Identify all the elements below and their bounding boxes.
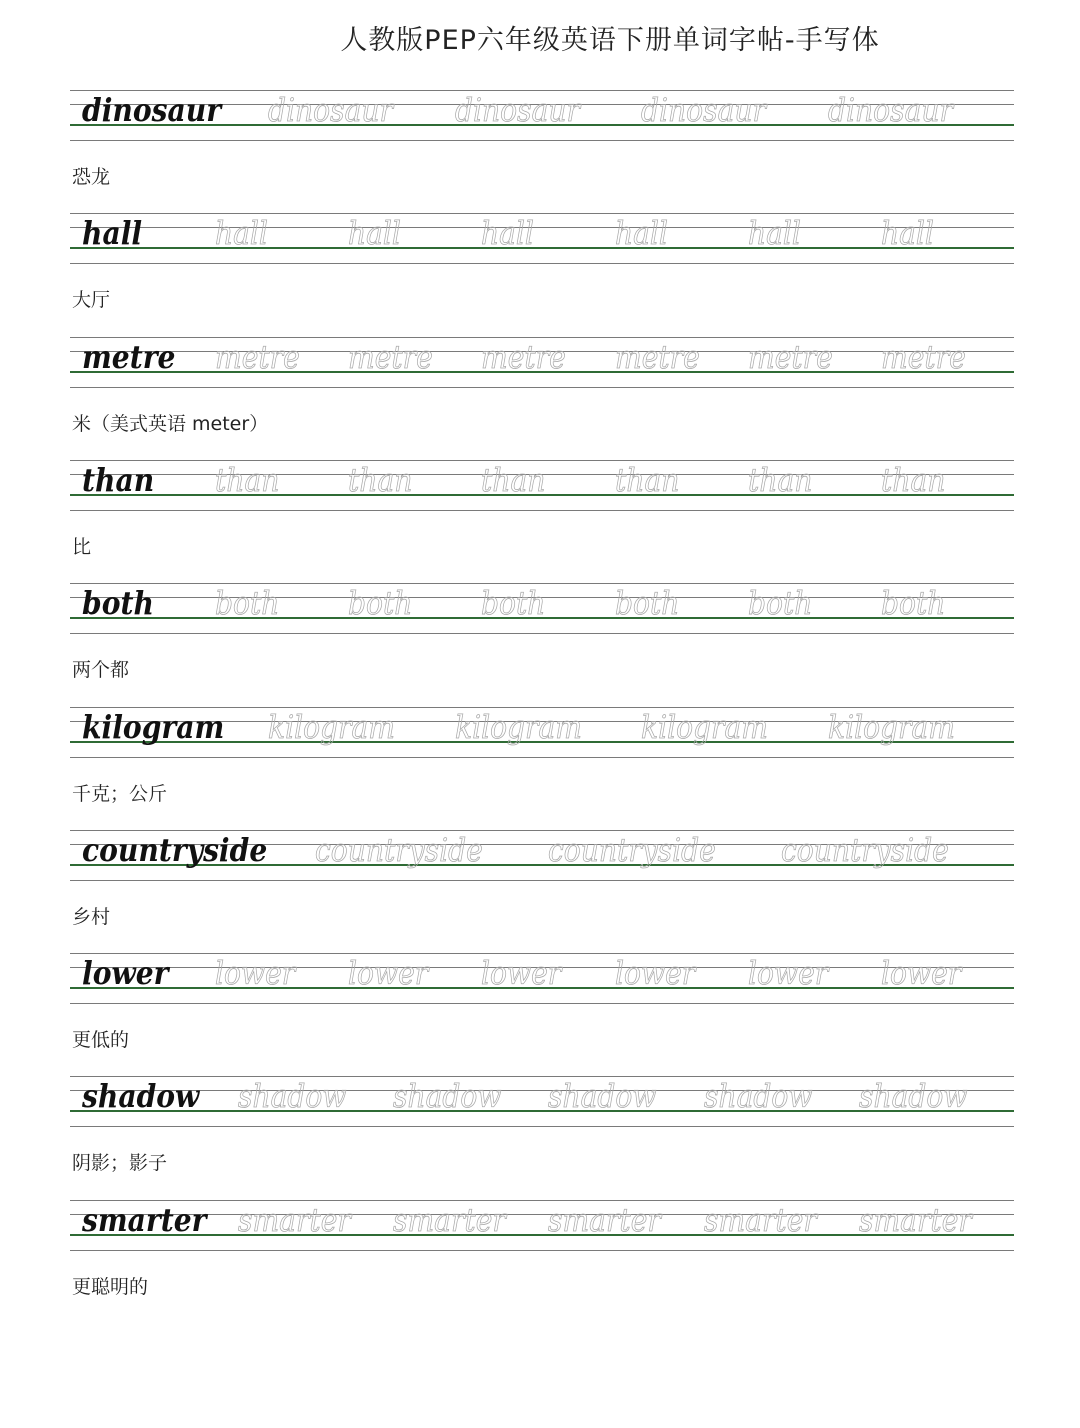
guide-rule — [70, 880, 1014, 881]
trace-word: dinosaur — [268, 91, 393, 129]
trace-word: dinosaur — [454, 91, 580, 129]
trace-word: than — [348, 460, 413, 499]
guide-rule — [70, 140, 1014, 141]
trace-word: kilogram — [454, 707, 582, 746]
trace-word: hall — [348, 214, 402, 253]
baseline-rule — [70, 247, 1014, 249]
practice-row — [70, 583, 1014, 653]
word-meaning: 乡村 — [72, 905, 111, 928]
trace-word: smarter — [393, 1200, 507, 1239]
model-word: than — [82, 460, 155, 499]
word-meaning: 更聪明的 — [72, 1275, 149, 1298]
trace-word: shadow — [703, 1077, 813, 1116]
trace-word: countryside — [548, 830, 716, 869]
trace-word: dinosaur — [641, 91, 766, 129]
practice-row — [70, 707, 1014, 777]
guide-rule — [70, 1250, 1014, 1251]
trace-word: lower — [481, 954, 562, 993]
trace-word: metre — [614, 337, 700, 376]
trace-word: both — [215, 584, 280, 623]
model-word: lower — [82, 954, 169, 993]
guide-rule — [70, 227, 1014, 228]
word-meaning: 阴影；影子 — [72, 1152, 168, 1175]
practice-row — [70, 953, 1014, 1023]
trace-word: hall — [747, 214, 801, 253]
practice-row — [70, 460, 1014, 530]
trace-word: kilogram — [268, 707, 396, 746]
practice-row — [70, 90, 1014, 160]
trace-word: countryside — [781, 830, 949, 869]
trace-word: lower — [215, 954, 296, 993]
word-meaning: 比 — [72, 535, 92, 558]
trace-word: than — [747, 460, 813, 499]
trace-word: shadow — [393, 1077, 502, 1116]
model-word: both — [82, 584, 154, 623]
trace-word: than — [215, 460, 280, 499]
trace-word: both — [481, 584, 546, 623]
trace-word: both — [348, 584, 413, 623]
trace-word: metre — [880, 337, 966, 376]
trace-word: lower — [747, 954, 828, 993]
trace-word: hall — [880, 214, 934, 253]
trace-word: shadow — [548, 1077, 657, 1116]
trace-word: than — [880, 460, 946, 499]
trace-word: shadow — [858, 1077, 968, 1116]
practice-row — [70, 830, 1014, 900]
trace-word: hall — [614, 214, 668, 253]
trace-word: than — [481, 460, 546, 499]
trace-word: both — [747, 584, 813, 623]
page-title: 人教版PEP六年级英语下册单词字帖-手写体 — [340, 25, 880, 56]
trace-word: countryside — [315, 830, 483, 869]
guide-rule — [70, 510, 1014, 511]
trace-word: metre — [481, 337, 567, 376]
trace-word: hall — [215, 214, 268, 253]
trace-word: kilogram — [827, 707, 955, 746]
model-word: countryside — [82, 830, 268, 869]
trace-word: dinosaur — [827, 91, 953, 129]
trace-word: lower — [880, 954, 962, 993]
trace-word: metre — [215, 337, 300, 376]
practice-row — [70, 213, 1014, 283]
model-word: smarter — [82, 1200, 207, 1239]
word-meaning: 大厅 — [72, 289, 111, 312]
practice-row — [70, 1200, 1014, 1270]
word-meaning: 米（美式英语 meter） — [72, 412, 269, 435]
guide-rule — [70, 1003, 1014, 1004]
trace-word: kilogram — [641, 707, 769, 746]
guide-rule — [70, 1126, 1014, 1127]
model-word: hall — [82, 214, 143, 253]
guide-rule — [70, 757, 1014, 758]
trace-word: smarter — [858, 1200, 972, 1239]
trace-word: than — [614, 460, 679, 499]
model-word: kilogram — [82, 707, 225, 746]
guide-rule — [70, 633, 1014, 634]
trace-word: lower — [348, 954, 429, 993]
trace-word: both — [614, 584, 679, 623]
trace-word: smarter — [703, 1200, 817, 1239]
trace-word: metre — [747, 337, 833, 376]
trace-word: metre — [348, 337, 433, 376]
word-meaning: 两个都 — [72, 659, 130, 682]
guide-rule — [70, 263, 1014, 264]
trace-word: both — [880, 584, 946, 623]
guide-rule — [70, 387, 1014, 388]
word-meaning: 恐龙 — [72, 166, 111, 188]
trace-word: lower — [614, 954, 695, 993]
model-word: dinosaur — [82, 91, 222, 129]
trace-word: hall — [481, 214, 535, 253]
word-meaning: 千克；公斤 — [72, 782, 168, 805]
trace-word: smarter — [548, 1200, 662, 1239]
model-word: metre — [82, 337, 176, 376]
trace-word: shadow — [238, 1077, 347, 1116]
trace-word: smarter — [238, 1200, 351, 1239]
practice-row — [70, 1076, 1014, 1146]
word-meaning: 更低的 — [72, 1029, 130, 1052]
model-word: shadow — [82, 1077, 200, 1116]
practice-row — [70, 337, 1014, 407]
guide-rule — [70, 213, 1014, 214]
